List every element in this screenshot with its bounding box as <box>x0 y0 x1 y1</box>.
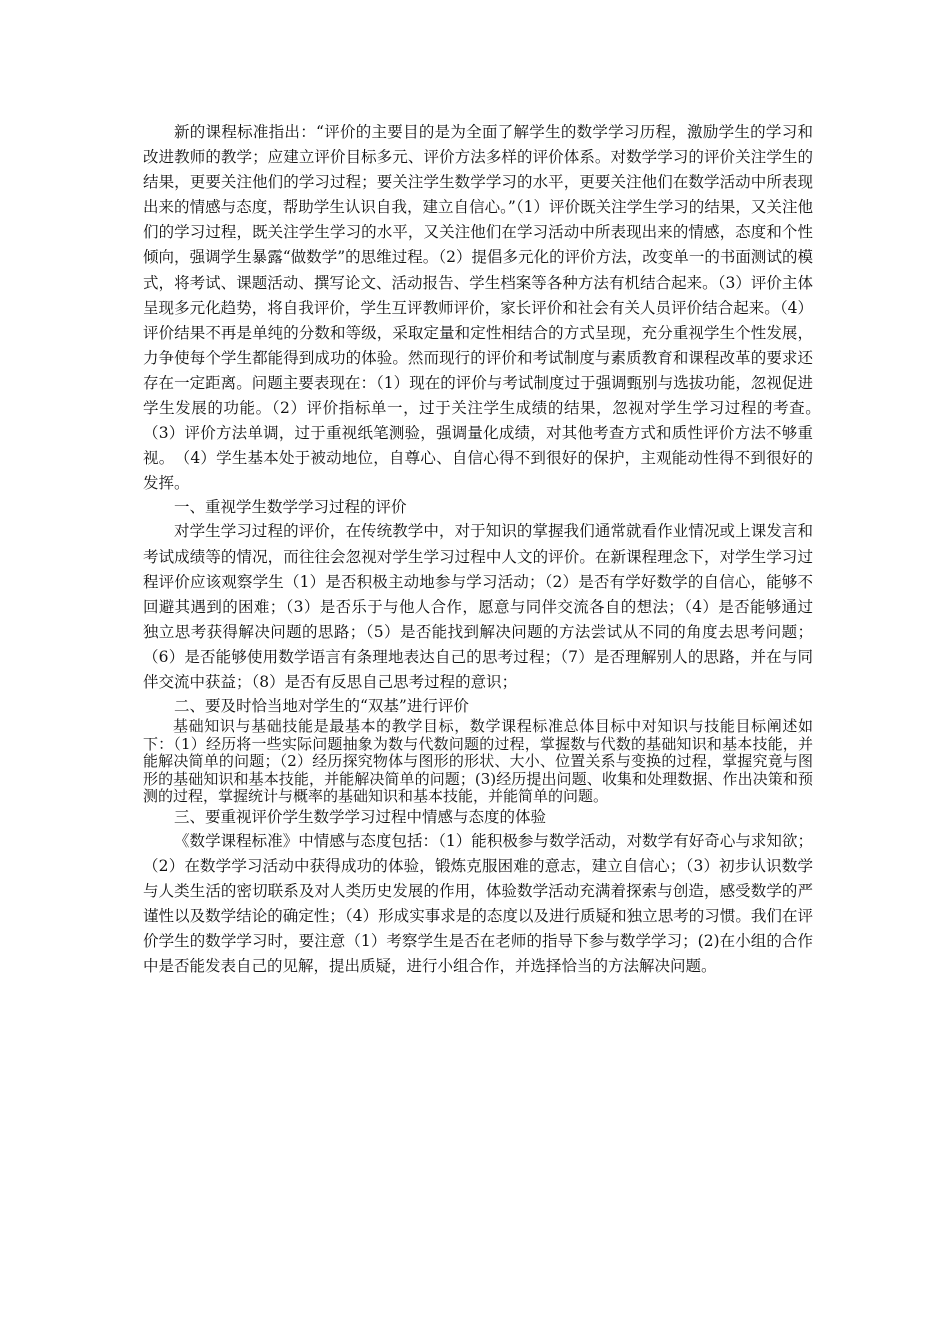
section-heading-1: 一、重视学生数学学习过程的评价 <box>174 498 407 517</box>
paragraph-intro: 新的课程标准指出：“评价的主要目的是为全面了解学生的数学学习历程，激励学生的学习和改进教师的教学；应建立评价目标多元、评价方法多样的评价体系。对数学学习的评价关注学生的结果，更要关注他们的学习过程；要关注学生数学学习的水平，更要关注他们在数学活动中所表现出来的情感与态度，帮助学生认识自我，建立自信心。”（1）评价既关注学生学习的结果，又关注他们的学习过程，既关注学生学习的水平，又关注他们在学习活动中所表现出来的情感，态度和个性倾向，强调学生暴露“做数学”的思维过程。（2）提倡多元化的评价方法，改变单一的书面测试的模式，将考试、课题活动、撰写论文、活动报告、学生档案等各种方法有机结合起来。（3）评价主体呈现多元化趋势，将自我评价，学生互评教师评价，家长评价和社会有关人员评价结合起来。（4）评价结果不再是单纯的分数和等级，采取定量和定性相结合的方式呈现，充分重视学生个性发展，力争使每个学生都能得到成功的体验。然而现行的评价和考试制度与素质教育和课程改革的要求还存在一定距离。问题主要表现在：（1）现在的评价与考试制度过于强调甄别与选拔功能，忽视促进学生发展的功能。（2）评价指标单一，过于关注学生成绩的结果，忽视对学生学习过程的考查。 （3）评价方法单调，过于重视纸笔测验，强调量化成绩，对其他考查方式和质性评价方法不够重视。 （4）学生基本处于被动地位，自尊心、自信心得不到很好的保护，主观能动性得不到很好的发挥。 <box>143 123 829 493</box>
paragraph-section-2: 基础知识与基础技能是最基本的教学目标，数学课程标准总体目标中对知识与技能目标阐述如下：（1）经历将一些实际问题抽象为数与代数问题的过程，掌握数与代数的基础知识和基本技能，并能解决简单的问题；（2）经历探究物体与图形的形状、大小、位置关系与变换的过程，掌握究竟与图形的基础知识和基本技能，并能解决简单的问题；(3)经历提出问题、收集和处理数据、作出决策和预测的过程，掌握统计与概率的基础知识和基本技能，并能简单的问题。 <box>143 717 813 806</box>
document-body <box>143 120 829 979</box>
section-heading-2: 二、要及时恰当地对学生的“双基”进行评价 <box>174 697 469 716</box>
section-heading-3: 三、要重视评价学生数学学习过程中情感与态度的体验 <box>174 807 547 826</box>
paragraph-section-1: 对学生学习过程的评价，在传统教学中，对于知识的掌握我们通常就看作业情况或上课发言和考试成绩等的情况，而往往会忽视对学生学习过程中人文的评价。在新课程理念下，对学生学习过程评价应该观察学生（1）是否积极主动地参与学习活动；（2）是否有学好数学的自信心，能够不回避其遇到的困难；（3）是否乐于与他人合作，愿意与同伴交流各自的想法；（4）是否能够通过独立思考获得解决问题的思路；（5）是否能找到解决问题的方法尝试从不同的角度去思考问题；（6）是否能够使用数学语言有条理地表达自己的思考过程；（7）是否理解别人的思路，并在与同伴交流中获益；（8）是否有反思自己思考过程的意识； <box>143 522 813 691</box>
paragraph-section-3: 《数学课程标准》中情感与态度包括：（1）能积极参与数学活动，对数学有好奇心与求知欲；（2）在数学学习活动中获得成功的体验，锻炼克服困难的意志，建立自信心；（3）初步认识数学与人类生活的密切联系及对人类历史发展的作用，体验数学活动充满着探索与创造，感受数学的严谨性以及数学结论的确定性；（4）形成实事求是的态度以及进行质疑和独立思考的习惯。我们在评价学生的数学学习时，要注意（1）考察学生是否在老师的指导下参与数学学习；(2)在小组的合作中是否能发表自己的见解，提出质疑，进行小组合作，并选择恰当的方法解决问题。 <box>143 831 813 976</box>
